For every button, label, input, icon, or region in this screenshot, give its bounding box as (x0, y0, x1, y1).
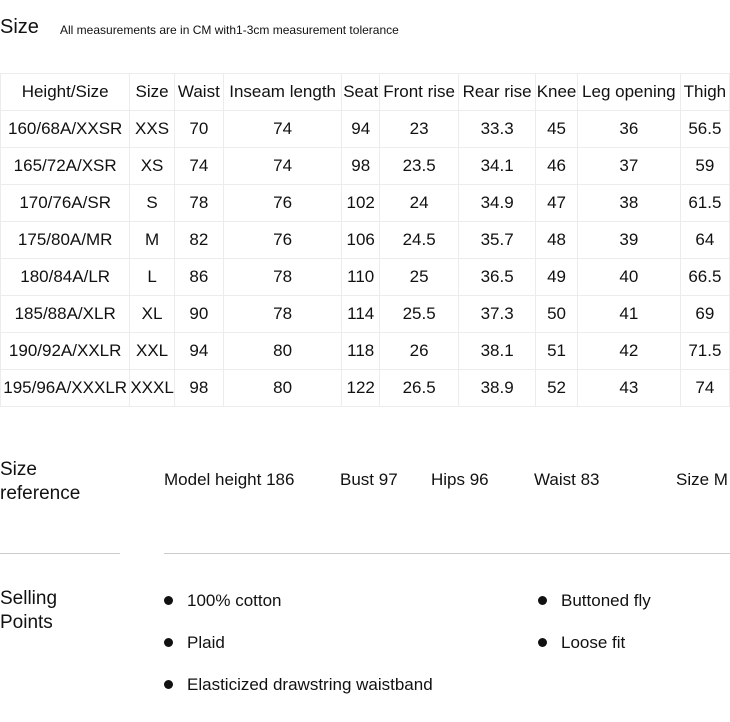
table-cell: 26.5 (380, 370, 459, 407)
table-cell: 74 (680, 370, 729, 407)
size-table (0, 73, 730, 407)
selling-points-label-line1: Selling (0, 588, 58, 609)
table-cell: 114 (342, 296, 380, 333)
model-size: Size M (676, 470, 728, 489)
size-reference-label (0, 458, 80, 506)
table-row (1, 259, 730, 296)
column-header: Front rise (380, 74, 459, 111)
selling-point: Elasticized drawstring waistband (164, 675, 433, 695)
table-cell: 56.5 (680, 111, 729, 148)
table-cell: 110 (342, 259, 380, 296)
table-cell: 40 (577, 259, 680, 296)
table-cell: 36.5 (459, 259, 536, 296)
column-header: Inseam length (223, 74, 341, 111)
table-cell: 35.7 (459, 222, 536, 259)
table-cell: 195/96A/XXXLR (1, 370, 130, 407)
table-cell: 94 (342, 111, 380, 148)
table-cell: 34.9 (459, 185, 536, 222)
column-header: Leg opening (577, 74, 680, 111)
table-cell: 64 (680, 222, 729, 259)
table-cell: XXS (130, 111, 174, 148)
table-cell: 50 (536, 296, 578, 333)
selling-points-label (0, 587, 57, 635)
table-cell: 37 (577, 148, 680, 185)
table-cell: 26 (380, 333, 459, 370)
table-header-row (1, 74, 730, 111)
table-cell: 78 (223, 296, 341, 333)
table-cell: 78 (223, 259, 341, 296)
table-cell: 24 (380, 185, 459, 222)
table-cell: 38 (577, 185, 680, 222)
table-cell: 122 (342, 370, 380, 407)
section-title-size: Size (0, 16, 39, 38)
table-cell: XXL (130, 333, 174, 370)
table-cell: 185/88A/XLR (1, 296, 130, 333)
table-cell: 160/68A/XXSR (1, 111, 130, 148)
table-cell: 74 (223, 148, 341, 185)
size-reference-label-line1: Size (0, 459, 37, 480)
model-bust: Bust 97 (340, 470, 398, 489)
table-cell: 49 (536, 259, 578, 296)
table-row (1, 222, 730, 259)
table-cell: M (130, 222, 174, 259)
table-cell: 43 (577, 370, 680, 407)
selling-point: Buttoned fly (538, 591, 651, 611)
column-header: Height/Size (1, 74, 130, 111)
table-cell: 25.5 (380, 296, 459, 333)
table-cell: 46 (536, 148, 578, 185)
table-cell: 106 (342, 222, 380, 259)
model-height: Model height 186 (164, 470, 295, 489)
table-row (1, 370, 730, 407)
table-cell: 52 (536, 370, 578, 407)
table-cell: 48 (536, 222, 578, 259)
table-cell: 76 (223, 222, 341, 259)
table-cell: 118 (342, 333, 380, 370)
table-cell: 25 (380, 259, 459, 296)
divider-left (0, 553, 120, 554)
table-cell: 47 (536, 185, 578, 222)
model-waist: Waist 83 (534, 470, 600, 489)
column-header: Size (130, 74, 174, 111)
table-cell: 23.5 (380, 148, 459, 185)
table-cell: 51 (536, 333, 578, 370)
table-cell: 80 (223, 370, 341, 407)
column-header: Thigh (680, 74, 729, 111)
table-cell: 66.5 (680, 259, 729, 296)
table-cell: 69 (680, 296, 729, 333)
table-cell: 82 (174, 222, 223, 259)
table-cell: 37.3 (459, 296, 536, 333)
table-cell: 38.1 (459, 333, 536, 370)
column-header: Knee (536, 74, 578, 111)
table-cell: 98 (342, 148, 380, 185)
table-cell: 41 (577, 296, 680, 333)
divider-right (164, 553, 730, 554)
size-reference-label-line2: reference (0, 483, 81, 504)
selling-point: Loose fit (538, 633, 625, 653)
table-cell: 80 (223, 333, 341, 370)
table-cell: 24.5 (380, 222, 459, 259)
table-row (1, 333, 730, 370)
table-cell: 76 (223, 185, 341, 222)
table-cell: 70 (174, 111, 223, 148)
table-cell: 190/92A/XXLR (1, 333, 130, 370)
table-cell: 71.5 (680, 333, 729, 370)
model-hips: Hips 96 (431, 470, 489, 489)
table-cell: 45 (536, 111, 578, 148)
table-cell: XL (130, 296, 174, 333)
selling-point: Plaid (164, 633, 225, 653)
selling-point: 100% cotton (164, 591, 282, 611)
table-cell: 36 (577, 111, 680, 148)
table-cell: S (130, 185, 174, 222)
table-cell: XXXL (130, 370, 174, 407)
table-cell: 23 (380, 111, 459, 148)
table-cell: 78 (174, 185, 223, 222)
table-cell: 170/76A/SR (1, 185, 130, 222)
table-cell: 38.9 (459, 370, 536, 407)
table-cell: 165/72A/XSR (1, 148, 130, 185)
column-header: Waist (174, 74, 223, 111)
column-header: Seat (342, 74, 380, 111)
table-cell: 90 (174, 296, 223, 333)
measurement-note: All measurements are in CM with1-3cm measurement tolerance (60, 23, 399, 37)
table-cell: 74 (223, 111, 341, 148)
table-cell: 86 (174, 259, 223, 296)
table-row (1, 296, 730, 333)
table-cell: 98 (174, 370, 223, 407)
table-cell: L (130, 259, 174, 296)
column-header: Rear rise (459, 74, 536, 111)
table-cell: 34.1 (459, 148, 536, 185)
table-cell: 94 (174, 333, 223, 370)
table-cell: 33.3 (459, 111, 536, 148)
selling-points-label-line2: Points (0, 612, 53, 633)
table-cell: XS (130, 148, 174, 185)
table-cell: 39 (577, 222, 680, 259)
table-cell: 74 (174, 148, 223, 185)
table-row (1, 148, 730, 185)
table-cell: 180/84A/LR (1, 259, 130, 296)
table-row (1, 111, 730, 148)
table-cell: 61.5 (680, 185, 729, 222)
table-cell: 42 (577, 333, 680, 370)
table-row (1, 185, 730, 222)
table-cell: 175/80A/MR (1, 222, 130, 259)
table-cell: 102 (342, 185, 380, 222)
table-cell: 59 (680, 148, 729, 185)
